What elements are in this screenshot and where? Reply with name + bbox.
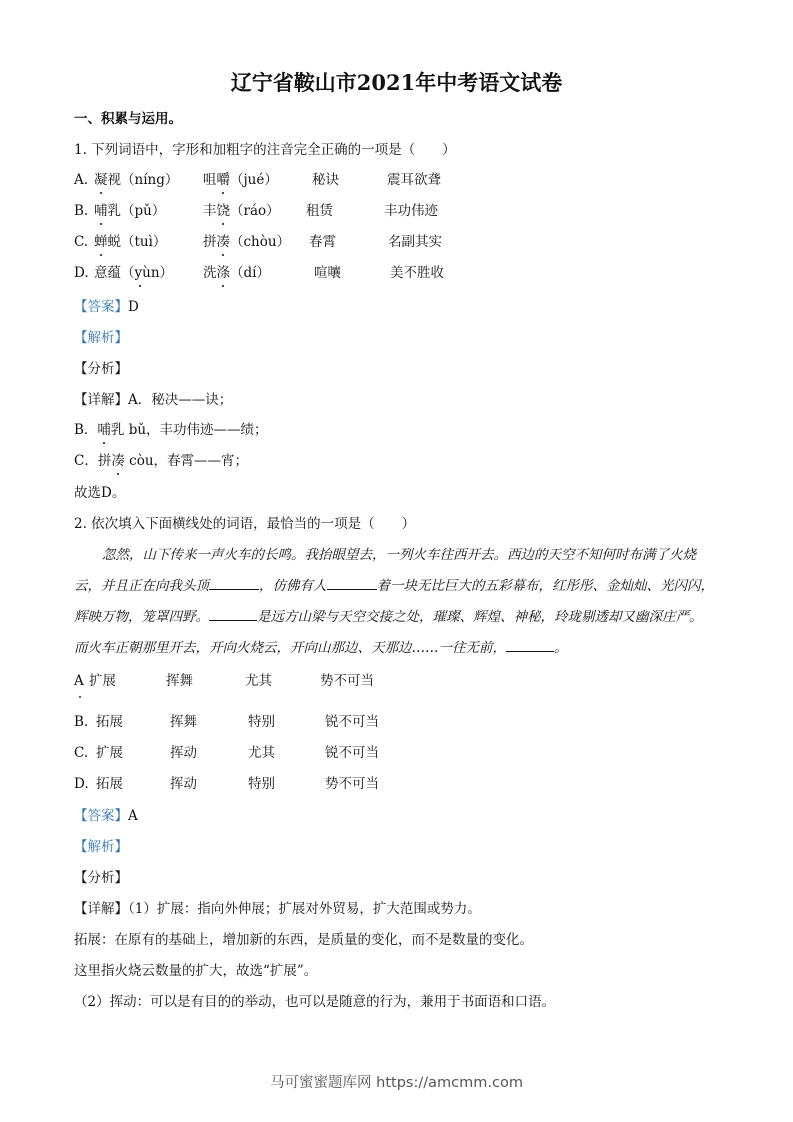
footer-watermark: 马可蜜蜜题库网 https://amcmm.com: [270, 1075, 523, 1091]
option-word-4: 名副其实: [388, 234, 442, 250]
page-title: 辽宁省鞍山市2021年中考语文试卷: [230, 70, 563, 95]
option-choice-2: 挥舞: [170, 714, 197, 730]
q1-detail-a: 【详解】A．秘决——诀；: [74, 392, 233, 408]
q2-passage-line-3: 辉映万物，笼罩四野。 是远方山梁与天空交接之处，璀璨、辉煌、神秘，玲珑剔透却又幽深庄严。: [74, 602, 724, 633]
option-label: C.: [74, 745, 89, 761]
option-choice-4: 锐不可当: [325, 745, 379, 761]
option-word-3: 秘诀: [312, 172, 339, 188]
q2-detail-4: （2）挥动：可以是有目的的举动，也可以是随意的行为，兼用于书面语和口语。: [74, 994, 556, 1010]
option-word-3: 春霄: [309, 234, 336, 250]
option-choice-3: 特别: [248, 714, 275, 730]
option-word-1: 凝视（níng）: [94, 172, 179, 188]
question-1-stem: 1. 下列词语中，字形和加粗字的注音完全正确的一项是（ ）: [74, 142, 456, 158]
option-label: D.: [74, 265, 89, 281]
q1-conclusion: 故选D。: [74, 485, 126, 501]
q2-answer: 【答案】A: [74, 808, 138, 824]
q2-passage-line-4: 而火车正朝那里开去，开向火烧云，开向山那边、天那边……一往无前， 。: [74, 633, 724, 664]
option-choice-3: 尤其: [245, 673, 272, 689]
option-word-2: 拼凑（chòu）: [203, 234, 291, 250]
option-word-4: 丰功伟迹: [384, 203, 438, 219]
option-choice-4: 势不可当: [320, 673, 374, 689]
option-word-2: 丰饶（ráo）: [203, 203, 280, 219]
option-label: D.: [74, 776, 89, 792]
q1-option-b: [74, 202, 714, 220]
option-choice-4: 势不可当: [325, 776, 379, 792]
option-choice-1: 扩展: [96, 745, 123, 761]
q1-detail-b: B．哺乳 bǔ，丰功伟迹——绩；: [74, 422, 268, 438]
q2-option-d: [74, 775, 714, 793]
option-choice-1: 拓展: [96, 776, 123, 792]
q2-option-b: [74, 713, 714, 731]
q2-option-a: [74, 672, 714, 690]
option-label: A.: [74, 172, 89, 188]
option-choice-1: 扩展: [89, 673, 116, 689]
question-2-stem: 2. 依次填入下面横线处的词语，最恰当的一项是（ ）: [74, 516, 416, 532]
option-word-1: 哺乳（pǔ）: [94, 203, 166, 219]
option-word-2: 咀嚼（jué）: [203, 172, 278, 188]
q1-option-c: [74, 233, 714, 251]
option-label: B.: [74, 203, 89, 219]
section-heading: 一、积累与运用。: [74, 111, 182, 127]
option-choice-2: 挥舞: [166, 673, 193, 689]
option-word-1: 蝉蜕（tuì）: [94, 234, 167, 250]
option-choice-3: 特别: [248, 776, 275, 792]
option-choice-1: 拓展: [96, 714, 123, 730]
blank-2[interactable]: [327, 575, 377, 590]
q2-passage-line-2: 云，并且正在向我头顶 ，仿佛有人 着一块无比巨大的五彩幕布，红彤彤、金灿灿、光闪闪，: [74, 571, 724, 602]
option-choice-2: 挥动: [170, 745, 197, 761]
option-choice-3: 尤其: [248, 745, 275, 761]
q2-detail-2: 拓展：在原有的基础上，增加新的东西，是质量的变化，而不是数量的变化。: [74, 932, 533, 948]
q1-detail-c: C．拼凑 còu，春霄——宵；: [74, 453, 249, 469]
q2-analysis-tag: 【解析】: [74, 839, 128, 855]
q2-detail-1: 【详解】（1）扩展：指向外伸展；扩展对外贸易，扩大范围或势力。: [74, 901, 481, 917]
option-label: A: [74, 673, 84, 689]
option-word-4: 震耳欲聋: [387, 172, 441, 188]
option-word-3: 租赁: [306, 203, 333, 219]
stray-mark: [79, 696, 81, 698]
q1-option-a: [74, 171, 714, 189]
q1-option-d: [74, 264, 714, 282]
option-label: C.: [74, 234, 89, 250]
option-choice-2: 挥动: [170, 776, 197, 792]
option-word-4: 美不胜收: [390, 265, 444, 281]
option-word-3: 喧嚷: [314, 265, 341, 281]
q2-detail-3: 这里指火烧云数量的扩大，故选“扩展”。: [74, 963, 318, 979]
option-label: B.: [74, 714, 89, 730]
blank-1[interactable]: [209, 575, 259, 590]
q1-answer: 【答案】D: [74, 299, 139, 315]
blank-3[interactable]: [209, 606, 257, 621]
q2-passage-line-1: 忽然，山下传来一声火车的长鸣。我抬眼望去，一列火车往西开去。西边的天空不知何时布满了火烧: [102, 547, 696, 563]
q2-option-c: [74, 744, 714, 762]
q2-fenxi-tag: 【分析】: [74, 870, 128, 886]
q1-analysis-tag: 【解析】: [74, 330, 128, 346]
option-choice-4: 锐不可当: [325, 714, 379, 730]
option-word-1: 意蕴（yùn）: [94, 265, 174, 281]
option-word-2: 洗涤（dí）: [203, 265, 270, 281]
q1-fenxi-tag: 【分析】: [74, 361, 128, 377]
blank-4[interactable]: [506, 637, 554, 652]
